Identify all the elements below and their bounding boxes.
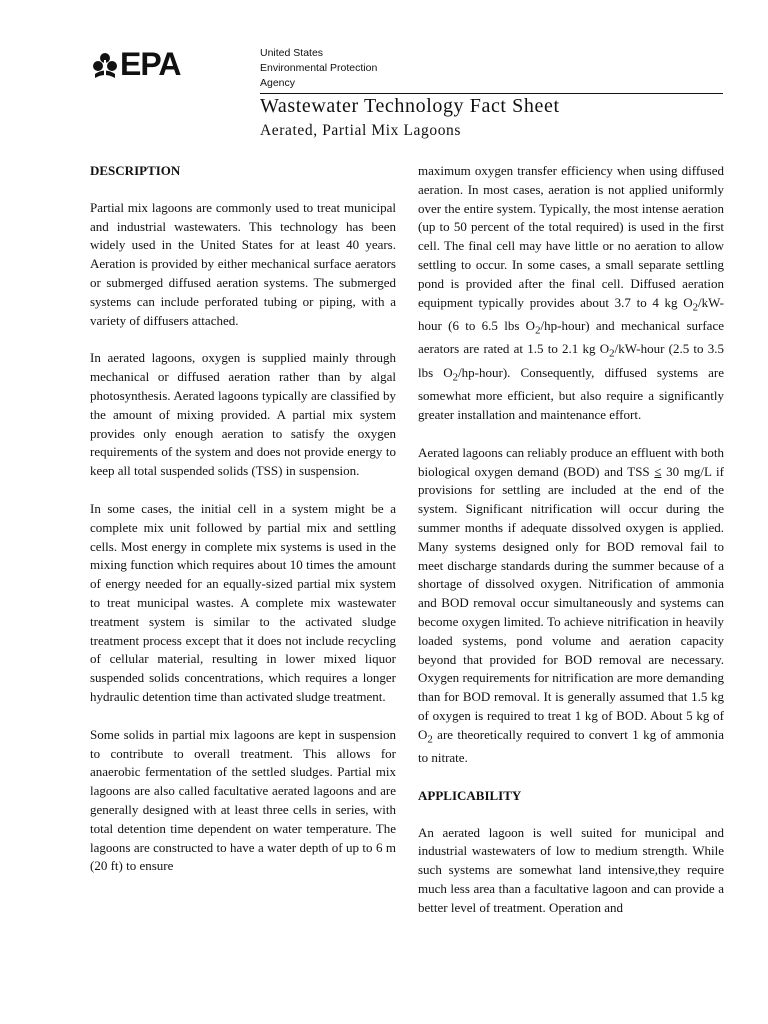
page-title: Wastewater Technology Fact Sheet — [260, 95, 560, 117]
agency-line: Agency — [260, 77, 296, 89]
paragraph: In aerated lagoons, oxygen is supplied mainly through mechanical or diffused aeration rather than by algal photosynthesis. Aerated lagoons typically are classified by the amount of mixing provided. A partial mix system provides only enough aeration to satisfy the oxygen requirements of the system and does not provide energy to keep all total suspended solids (TSS) in suspension. — [90, 350, 396, 479]
agency-line: Environmental Protection — [260, 62, 378, 74]
section-heading-applicability: APPLICABILITY — [418, 787, 522, 803]
epa-wordmark: EPA — [120, 46, 181, 82]
agency-name — [260, 46, 377, 91]
paragraph: Aerated lagoons can reliably produce an effluent with both biological oxygen demand (BOD) and TSS ≤ 30 mg/L if provisions for settling are included at the end of the system. Significant nitrification will occur during the summer months if adequate dissolved oxygen is applied. Many systems designed only for BOD removal fail to meet discharge standards during the summer because of a shortage of dissolved oxygen. Nitrification of ammonia and BOD removal occur simultaneously and systems can become oxygen limited. To achieve nitrification in heavily loaded systems, pond volume and aeration capacity beyond that provided for BOD removal are necessary. Oxygen requirements for nitrification are more demanding than for BOD removal. It is generally assumed that 1.5 kg of oxygen is required to treat 1 kg of BOD. About 5 kg of $O_2$ are theoretically required to convert 1 kg of ammonia to nitrate. — [418, 444, 725, 766]
agency-line: United States — [260, 47, 324, 59]
paragraph: maximum oxygen transfer efficiency when using diffused aeration. In most cases, aeration is not applied uniformly over the entire system. Typically, the most intense aeration (up to 50 percent of the total required) is used in the first cell. The final cell may have little or no aeration to allow settling to occur. In some cases, a small separate settling pond is provided after the final cell. Diffused aeration equipment typically provides about 3.7 to 4 kg $O_2/kW$-hour (6 to 6.5 lbs $O_2/hp-hour$) and mechanical surface aerators are rated at 1.5 to 2.1 kg $O_2/kW$-hour (2.5 to 3.5 lbs $O_2/hp-hour$). Consequently, diffused systems are somewhat more efficient, but also require a significantly greater installation and maintenance effort. — [418, 163, 725, 422]
paragraph: Partial mix lagoons are commonly used to treat municipal and industrial wastewaters. This technology has been widely used in the United States for at least 40 years. Aeration is provided by either mechanical surface aerators or submerged diffused aeration systems. The submerged systems can include perforated tubing or piping, with a variety of diffusers attached. — [90, 199, 396, 328]
flower-icon — [92, 52, 118, 82]
epa-logo — [92, 46, 184, 82]
right-column — [418, 162, 724, 937]
left-column — [90, 162, 396, 895]
paragraph: An aerated lagoon is well suited for municipal and industrial wastewaters of low to medium strength. While such systems are somewhat land intensive,they require much less area than a facultative lagoon and can provide a better level of treatment. Operation and — [418, 824, 724, 915]
page-subtitle: Aerated, Partial Mix Lagoons — [260, 122, 462, 139]
section-heading-description: DESCRIPTION — [90, 163, 181, 178]
paragraph: Some solids in partial mix lagoons are kept in suspension to contribute to overall treatment. This allows for anaerobic fermentation of the settled sludges. Partial mix lagoons are also called facultative aerated lagoons and are generally designed with at least three cells in series, with total detention time dependent on water temperature. The lagoons are constructed to have a water depth of up to 6 m (20 ft) to ensure — [90, 726, 396, 874]
paragraph: In some cases, the initial cell in a system might be a complete mix unit followed by partial mix and settling cells. Most energy in complete mix systems is used in the mixing function which requires about 10 times the amount of energy needed for an equally-sized partial mix system to treat municipal wastes. A complete mix wastewater treatment system is similar to the activated sludge treatment process except that it does not include recycling of cellular material, resulting in lower mixed liquor suspended solids concentrations, which requires a longer hydraulic detention time than activated sludge treatment. — [90, 500, 396, 704]
